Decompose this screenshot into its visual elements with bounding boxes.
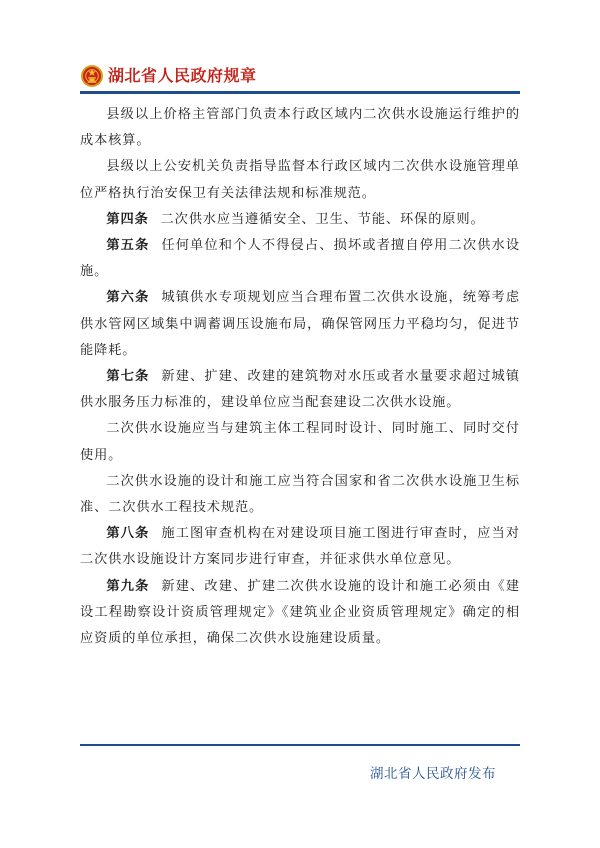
article-number: 第八条 <box>106 526 150 542</box>
paragraph <box>80 521 520 573</box>
paragraph <box>80 416 520 468</box>
paragraph-text: 二次供水设施的设计和施工应当符合国家和省二次供水设施卫生标准、二次供水工程技术规范。 <box>80 473 520 516</box>
paragraph-text: 县级以上价格主管部门负责本行政区域内二次供水设施运行维护的成本核算。 <box>80 107 520 149</box>
paragraph-text: 二次供水设施应当与建筑主体工程同时设计、同时施工、同时交付使用。 <box>80 421 520 463</box>
article-number: 第五条 <box>106 238 150 254</box>
paragraph <box>80 233 520 285</box>
paragraph <box>80 574 520 653</box>
paragraph <box>80 102 520 154</box>
paragraph <box>80 207 520 233</box>
article-number: 第四条 <box>106 211 149 227</box>
page-header <box>80 62 520 94</box>
paragraph-text: 二次供水应当遵循安全、卫生、节能、环保的原则。 <box>160 211 485 227</box>
paragraph-text: 城镇供水专项规划应当合理布置二次供水设施，统筹考虑供水管网区域集中调蓄调压设施布局，确保管网压力平稳均匀，促进节能降耗。 <box>80 290 521 358</box>
paragraph-text: 县级以上公安机关负责指导监督本行政区域内二次供水设施管理单位严格执行治安保卫有关法律法规和标准规范。 <box>80 159 520 201</box>
article-number: 第九条 <box>106 578 150 594</box>
paragraph <box>80 364 520 416</box>
header-title: 湖北省人民政府规章 <box>108 66 257 85</box>
paragraph <box>80 154 520 206</box>
paragraph <box>80 285 520 364</box>
article-number: 第六条 <box>106 290 150 306</box>
paragraph-text: 施工图审查机构在对建设项目施工图进行审查时，应当对二次供水设施设计方案同步进行审查，并征求供水单位意见。 <box>80 526 521 568</box>
document-body <box>80 102 520 652</box>
footer-publisher: 湖北省人民政府发布 <box>370 766 496 782</box>
paragraph <box>80 469 520 521</box>
footer-divider <box>80 744 520 746</box>
paragraph-text: 新建、扩建、改建的建筑物对水压或者水量要求超过城镇供水服务压力标准的，建设单位应当配套建设二次供水设施。 <box>80 369 521 411</box>
paragraph-text: 新建、改建、扩建二次供水设施的设计和施工必须由《建设工程勘察设计资质管理规定》《建筑业企业资质管理规定》确定的相应资质的单位承担，确保二次供水设施建设质量。 <box>80 578 521 647</box>
header-divider <box>80 91 520 94</box>
national-emblem-icon <box>80 64 104 88</box>
paragraph-text: 任何单位和个人不得侵占、损坏或者擅自停用二次供水设施。 <box>80 238 521 280</box>
article-number: 第七条 <box>106 369 150 385</box>
